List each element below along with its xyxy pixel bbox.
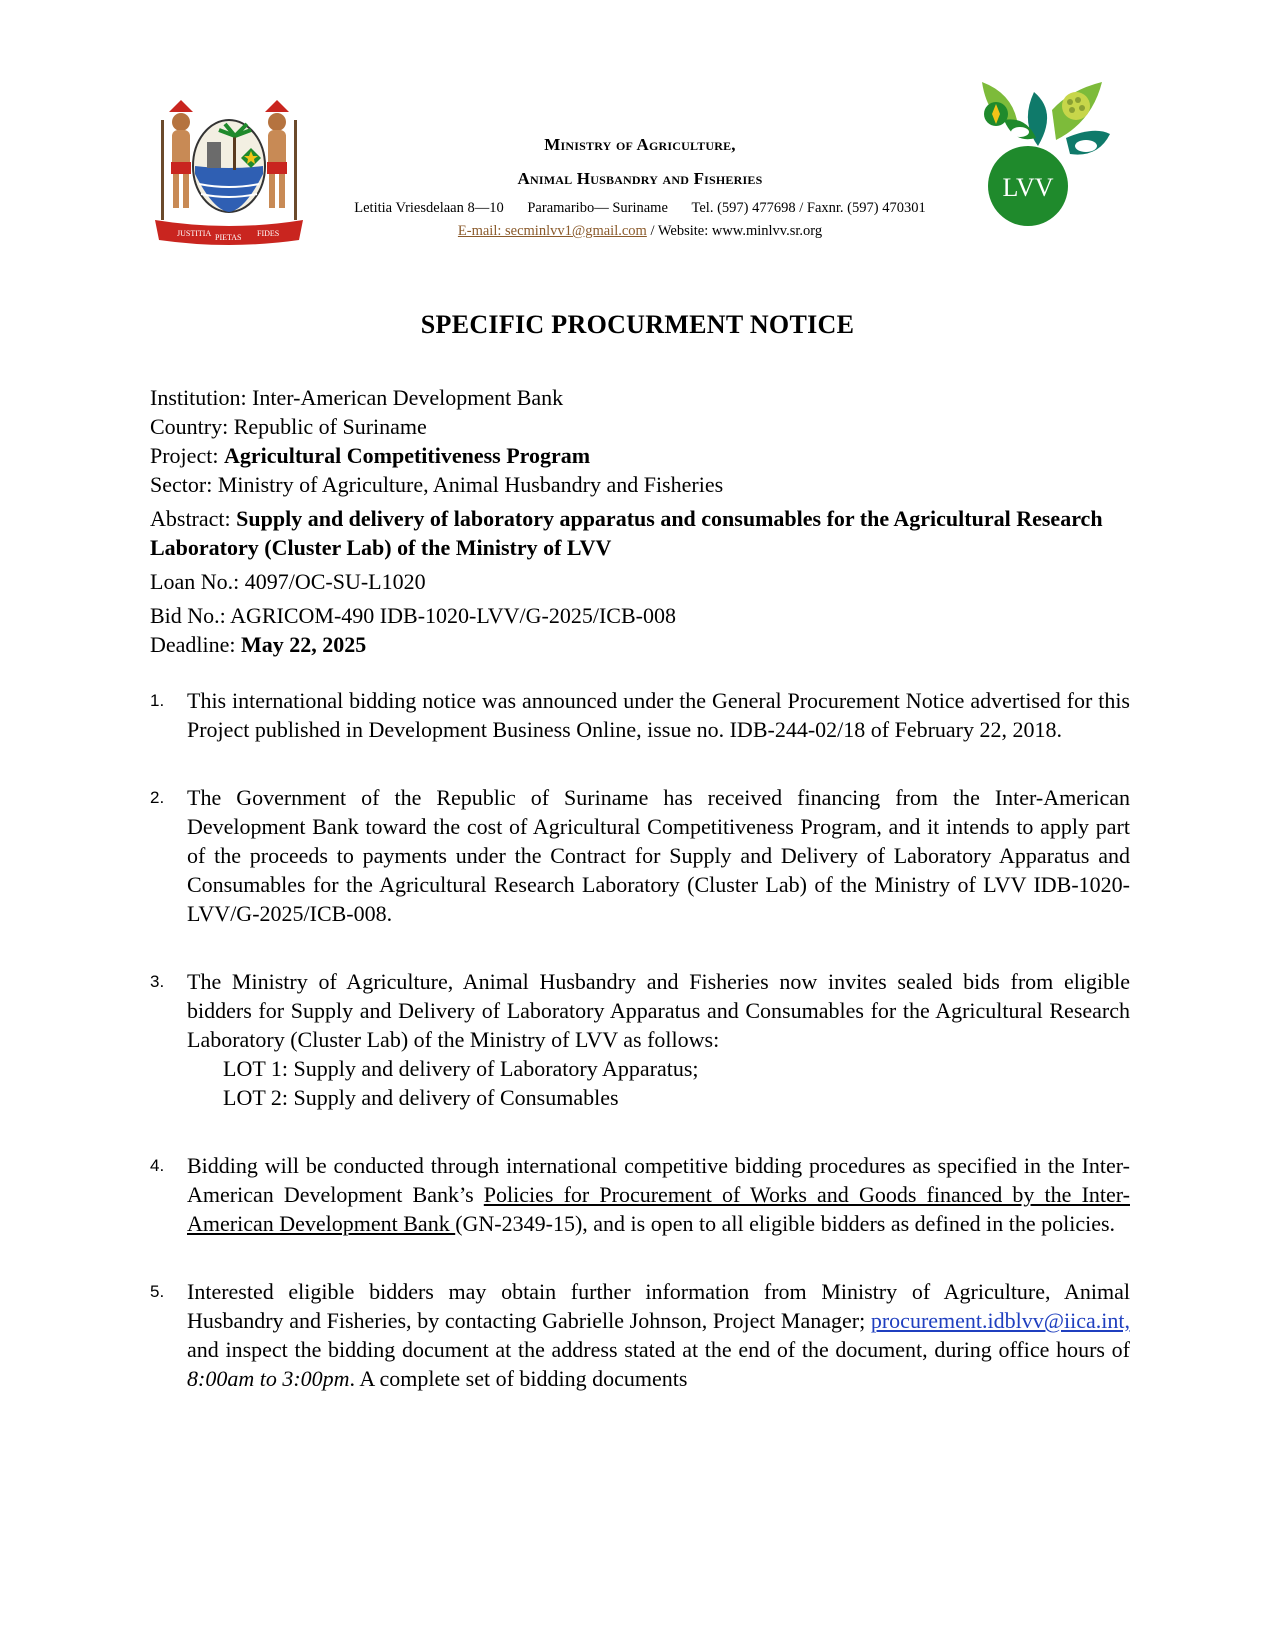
abstract-value: Supply and delivery of laboratory apparatus and consumables for the Agricultural Research Laboratory (Cluster Lab) of the Ministry of LVV	[150, 506, 1103, 560]
lot-1: LOT 1: Supply and delivery of Laboratory Apparatus;	[223, 1056, 699, 1081]
deadline-value: May 22, 2025	[241, 632, 367, 657]
item-number: 5.	[150, 1282, 165, 1301]
item-text: This international bidding notice was announced under the General Procurement Notice advertised for this Project published in Development Business Online, issue no. IDB-244-02/18 of February 22, 2018.	[187, 688, 1130, 742]
procurement-email-link[interactable]: procurement.idblvv@iica.int,	[870, 1308, 1130, 1333]
website-text: / Website: www.minlvv.sr.org	[646, 223, 823, 239]
ministry-name-line1: Ministry of Agriculture,	[544, 135, 736, 154]
item-text: The Government of the Republic of Suriname has received financing from the Inter-American Development Bank toward the cost of Agricultural Competitiveness Program, and it intends to apply part of the proceeds to payments under the Contract for Supply and Delivery of Laboratory Apparatus and Consumables for the Agricultural Research Laboratory (Cluster Lab) of the Ministry of LVV IDB-1020-LVV/G-2025/ICB-008.	[187, 785, 1130, 926]
policies-link[interactable]: Policies for Procurement of Works and Goods financed by the Inter-American Development Bank	[187, 1182, 1130, 1236]
item-text: Interested eligible bidders may obtain further information from Ministry of Agriculture, Animal Husbandry and Fisheries, by contacting Gabrielle Johnson, Project Manager; procurement.idblvv@iica.int, and inspect the bidding document at the address stated at the end of the document, during office hours of 8:00am to 3:00pm. A complete set of bidding documents	[187, 1279, 1130, 1391]
list-item	[150, 967, 1130, 1112]
sector-value: Ministry of Agriculture, Animal Husbandry and Fisheries	[217, 472, 724, 497]
item-text: Bidding will be conducted through international competitive bidding procedures as specified in the Inter-American Development Bank’s Policies for Procurement of Works and Goods financed by the Inter-American Development Bank (GN-2349-15), and is open to all eligible bidders as defined in the policies.	[187, 1153, 1130, 1236]
city-country: Paramaribo— Suriname	[527, 200, 668, 216]
phone-fax: Tel. (597) 477698 / Faxnr. (597) 470301	[691, 200, 926, 216]
motto-pietas: PIETAS	[215, 233, 242, 242]
country-row: Country: Republic of Suriname	[150, 414, 427, 439]
loan-value: 4097/OC-SU-L1020	[244, 569, 426, 594]
email-link[interactable]: E-mail: secminlvv1@gmail.com	[457, 223, 647, 239]
list-item	[150, 1151, 1130, 1238]
item-number: 2.	[150, 788, 165, 807]
ministry-contact	[300, 223, 980, 240]
loan-row: Loan No.: 4097/OC-SU-L1020	[150, 569, 426, 594]
bid-row: Bid No.: AGRICOM-490 IDB-1020-LVV/G-2025/ICB-008	[150, 603, 676, 628]
ministry-header	[300, 128, 980, 240]
item-number: 3.	[150, 972, 165, 991]
project-value: Agricultural Competitiveness Program	[223, 443, 591, 468]
street-address: Letitia Vriesdelaan 8—10	[354, 200, 504, 216]
ministry-name-line2: Animal Husbandry and Fisheries	[517, 169, 763, 188]
item-number: 4.	[150, 1156, 165, 1175]
list-item	[150, 686, 1130, 744]
bid-value: AGRICOM-490 IDB-1020-LVV/G-2025/ICB-008	[230, 603, 676, 628]
ministry-address	[300, 200, 980, 217]
project-row: Project: Agricultural Competitiveness Program	[150, 443, 591, 468]
motto-justitia: JUSTITIA	[177, 229, 212, 238]
item-text: The Ministry of Agriculture, Animal Husbandry and Fisheries now invites sealed bids from eligible bidders for Supply and Delivery of Laboratory Apparatus and Consumables for the Agricultural Research Laboratory (Cluster Lab) of the Ministry of LVV as follows:	[187, 969, 1130, 1052]
lvv-logo-text: LVV	[1002, 173, 1054, 202]
motto-fides: FIDES	[257, 229, 280, 238]
lvv-logo	[974, 82, 1114, 232]
sector-row: Sector: Ministry of Agriculture, Animal Husbandry and Fisheries	[150, 472, 724, 497]
deadline-row: Deadline: May 22, 2025	[150, 632, 367, 657]
item-number: 1.	[150, 691, 165, 710]
institution-row: Institution: Inter-American Development Bank	[150, 385, 564, 410]
notice-items	[150, 686, 1130, 1432]
abstract-row: Abstract: Supply and delivery of laboratory apparatus and consumables for the Agricultural Research Laboratory (Cluster Lab) of the Ministry of LVV	[150, 506, 1103, 560]
notice-title: SPECIFIC PROCURMENT NOTICE	[420, 310, 855, 339]
country-value: Republic of Suriname	[233, 414, 427, 439]
lot-2: LOT 2: Supply and delivery of Consumables	[223, 1085, 619, 1110]
notice-metadata	[150, 383, 1130, 659]
list-item	[150, 1277, 1130, 1393]
office-hours: 8:00am to 3:00pm	[187, 1366, 350, 1391]
institution-value: Inter-American Development Bank	[252, 385, 564, 410]
coat-of-arms-logo	[155, 100, 303, 250]
list-item	[150, 783, 1130, 928]
